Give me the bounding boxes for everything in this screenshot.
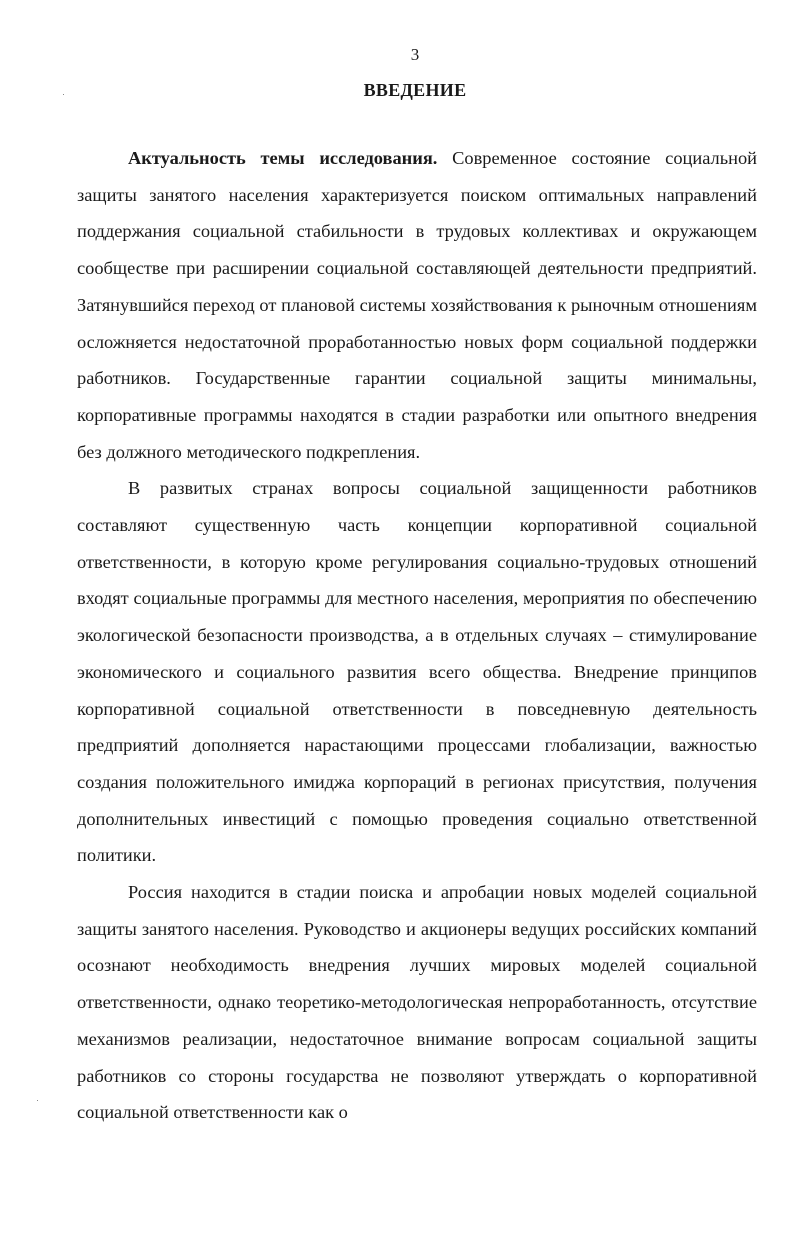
scan-speck <box>63 94 64 95</box>
section-heading: ВВЕДЕНИЕ <box>363 80 467 100</box>
paragraph-relevance <box>77 140 757 470</box>
paragraph-developed-countries <box>77 470 757 874</box>
scan-speck <box>37 1100 38 1101</box>
paragraph-text: Современное состояние социальной защиты занятого населения характеризуется поиском оптимальных направлений поддержания социальной стабильности в трудовых коллективах и окружающем сообществе при расширении социальной составляющей деятельности предприятий. Затянувшийся переход от плановой системы хозяйствования к рыночным отношениям осложняется недостаточной проработанностью новых форм социальной поддержки работников. Государственные гарантии социальной защиты минимальны, корпоративные программы находятся в стадии разработки или опытного внедрения без должного методического подкрепления. <box>77 148 757 462</box>
paragraph-russia <box>77 874 757 1131</box>
paragraph-lead: Актуальность темы исследования. <box>128 148 438 168</box>
paragraph-text: В развитых странах вопросы социальной защищенности работников составляют существенную часть концепции корпоративной социальной ответственности, в которую кроме регулирования социально-трудовых отношений входят социальные программы для местного населения, мероприятия по обеспечению экологической безопасности производства, а в отдельных случаях – стимулирование экономического и социального развития всего общества. Внедрение принципов корпоративной социальной ответственности в повседневную деятельность предприятий дополняется нарастающими процессами глобализации, важностью создания положительного имиджа корпораций в регионах присутствия, получения дополнительных инвестиций с помощью проведения социально ответственной политики. <box>77 478 757 866</box>
body-text <box>77 140 757 1131</box>
paragraph-text: Россия находится в стадии поиска и апробации новых моделей социальной защиты занятого населения. Руководство и акционеры ведущих российских компаний осознают необходимость внедрения лучших мировых моделей социальной ответственности, однако теоретико-методологическая непроработанность, отсутствие механизмов реализации, недостаточное внимание вопросам социальной защиты работников со стороны государства не позволяют утверждать о корпоративной социальной ответственности как о <box>77 882 757 1123</box>
page-number: 3 <box>410 45 420 64</box>
